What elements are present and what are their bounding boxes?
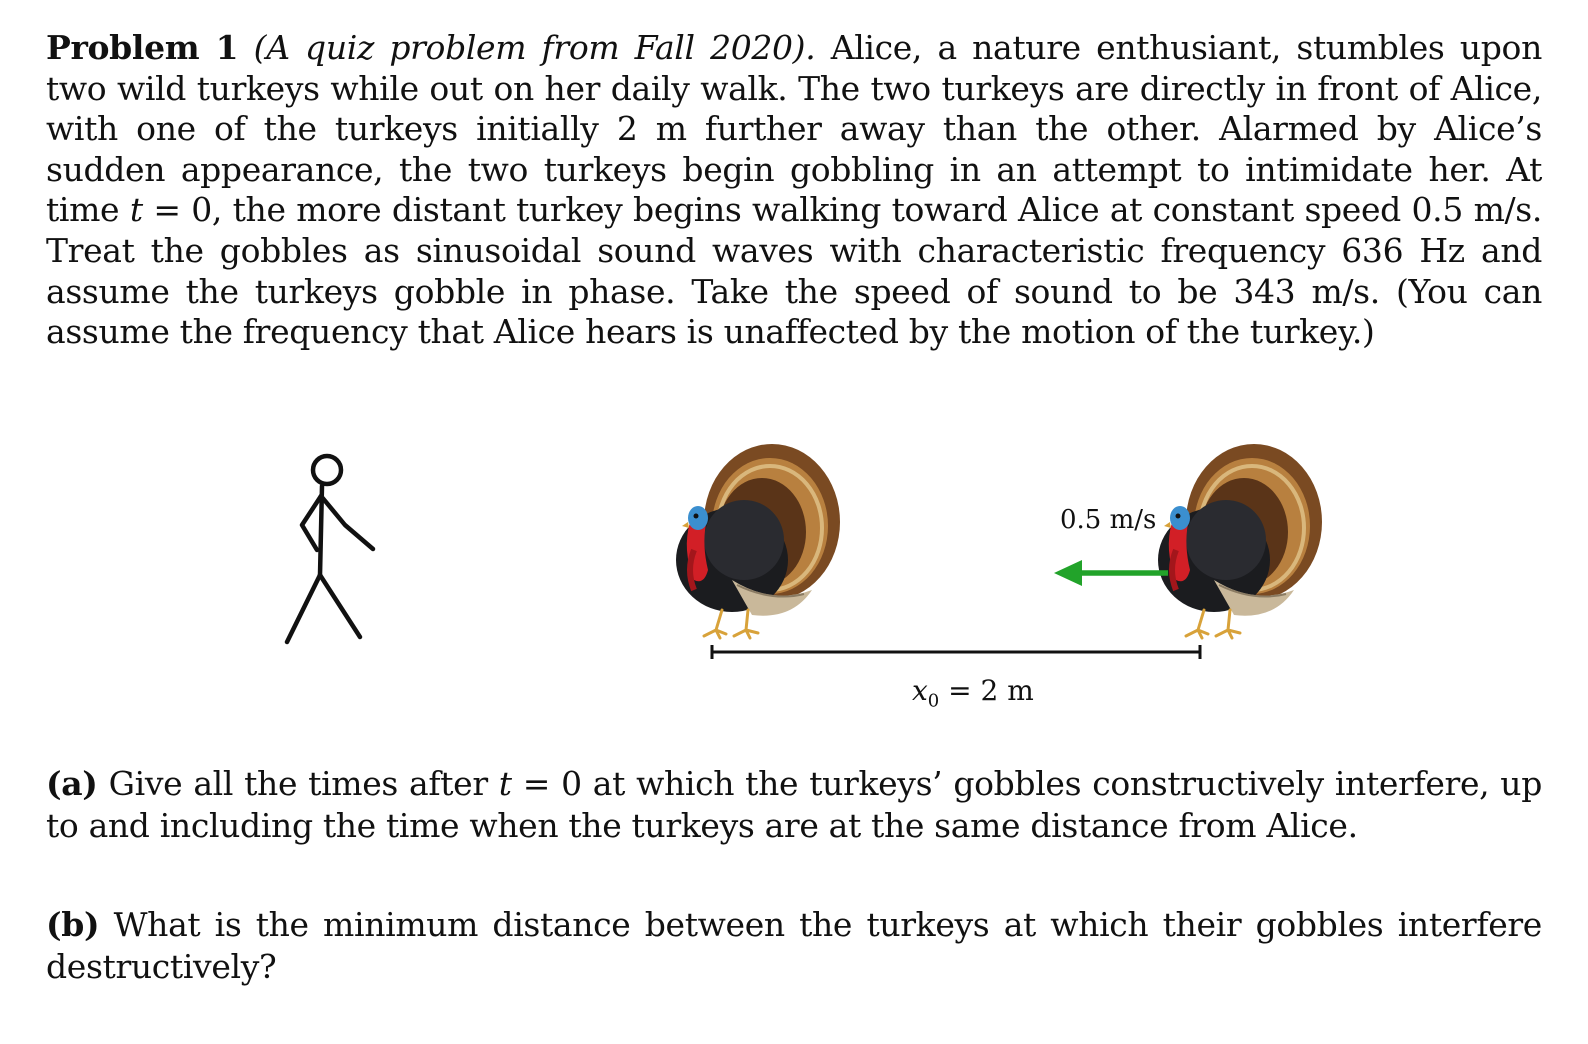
distance-bar [712,645,1200,659]
part-b-label: (b) [46,905,100,944]
part-b [46,904,1542,988]
alice-stick-figure-icon [287,456,373,642]
part-a-text-1: Give all the times after [97,764,499,803]
part-a-label: (a) [46,764,98,803]
distance-subscript: 0 [927,690,940,712]
part-a-text-2: = 0 at which the turkeys’ gobbles constructively interfere, up to and including the time when the turkeys are at the same distance from Alice. [46,764,1542,845]
problem-label: Problem 1 [46,28,239,67]
problem-statement [46,28,1542,353]
problem-text-1: Alice, a nature enthusiant, stumbles upon two wild turkeys while out on her daily walk. The two turkeys are directly in front of Alice, with one of the turkeys initially 2 m further away than the other. Alarmed by Alice’s sudden appearance, the two turkeys begin gobbling in an attempt to intimidate her. At time [46,28,1542,230]
speed-label: 0.5 m/s [1060,505,1157,535]
problem-text-2: = 0, the more distant turkey begins walking toward Alice at constant speed 0.5 m/s. Treat the gobbles as sinusoidal sound waves with characteristic frequency 636 Hz and assume the turkeys gobble in phase. Take the speed of sound to be 343 m/s. (You can assume the frequency that Alice hears is unaffected by the motion of the turkey.) [46,190,1542,352]
part-b-text: What is the minimum distance between the turkeys at which their gobbles interfere destructively? [46,905,1542,986]
near-turkey-icon [676,444,840,638]
problem-source-note: (A quiz problem from Fall 2020). [253,28,816,67]
distance-value: = 2 m [939,674,1034,707]
distance-label [912,674,1034,712]
velocity-arrow [1054,560,1168,586]
time-variable: t [129,190,143,230]
distance-variable: x [912,674,928,707]
part-a-time-variable: t [498,764,512,803]
part-a [46,763,1542,847]
far-turkey-icon [1158,444,1322,638]
